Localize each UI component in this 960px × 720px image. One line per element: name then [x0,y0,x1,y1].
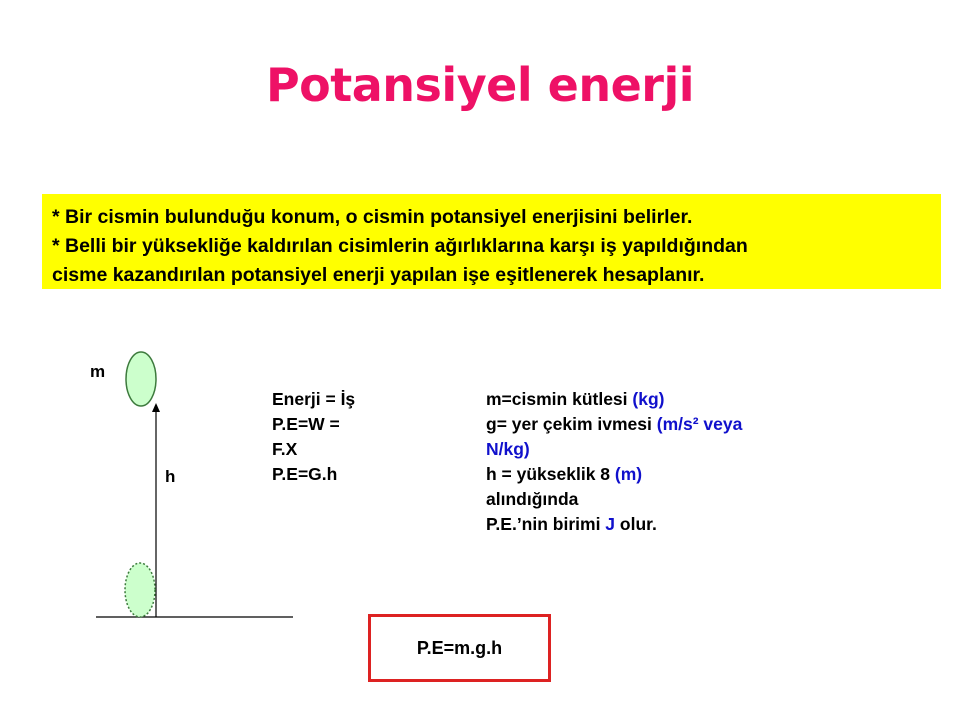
note-line-2: * Belli bir yüksekliğe kaldırılan cisimlerin ağırlıklarına karşı iş yapıldığından [52,235,748,257]
definition-h-cont: alındığında [486,489,579,509]
unit-kg: (kg) [632,389,665,409]
unit-m: (m) [614,464,643,484]
definition-m: m=cismin kütlesi (kg) [486,389,665,409]
equation-line-1: Enerji = İş [272,389,356,409]
unit-g: (m/s² veya [656,414,743,434]
definitions-column [486,387,742,537]
equations-column [272,387,355,487]
mass-bottom-ellipse [125,563,155,617]
equation-line-2: P.E=W = [272,414,340,434]
unit-nkg: N/kg) [486,439,530,459]
formula-box [368,614,551,682]
definition-g-cont [486,437,742,462]
equation-line-3: F.X [272,439,298,459]
definition-pe: P.E.’nin birimi J olur. [486,514,657,534]
definition-h: h = yükseklik 8 (m) [486,464,643,484]
height-label: h [165,467,176,486]
height-arrowhead [152,403,160,412]
slide-title: Potansiyel enerji [265,58,695,112]
definition-g: g= yer çekim ivmesi (m/s² veya [486,414,743,434]
formula-text: P.E=m.g.h [416,637,503,658]
note-line-1: * Bir cismin bulunduğu konum, o cismin potansiyel enerjisini belirler. [52,206,693,228]
unit-joule: J [605,514,616,534]
mass-top-ellipse [126,352,156,406]
mass-label: m [90,362,106,381]
note-line-3: cisme kazandırılan potansiyel enerji yapılan işe eşitlenerek hesaplanır. [52,264,705,286]
equation-line-4: P.E=G.h [272,464,338,484]
